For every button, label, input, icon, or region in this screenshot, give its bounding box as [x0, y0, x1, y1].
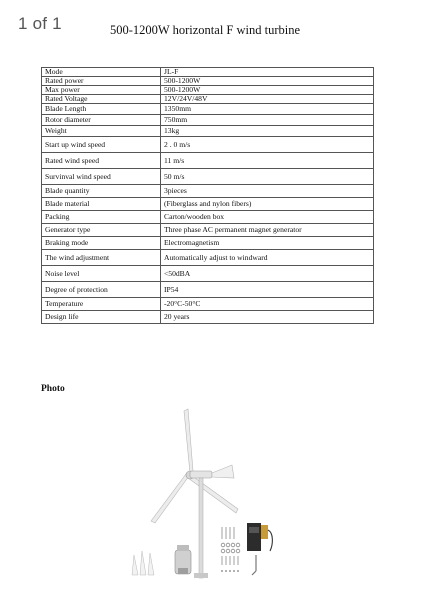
spec-value: <50dBA	[161, 266, 374, 282]
spec-value: 11 m/s	[161, 153, 374, 169]
table-row	[42, 68, 374, 77]
spec-key: Blade material	[42, 198, 161, 211]
table-row	[42, 198, 374, 211]
spec-key: Generator type	[42, 224, 161, 237]
spec-value: Three phase AC permanent magnet generator	[161, 224, 374, 237]
spec-value: Electromagnetism	[161, 237, 374, 250]
wrench-tool	[252, 555, 256, 575]
spec-value: 13kg	[161, 126, 374, 137]
table-row	[42, 104, 374, 115]
charge-controller	[247, 523, 272, 551]
table-row	[42, 250, 374, 266]
spec-value: 50 m/s	[161, 169, 374, 185]
table-row	[42, 137, 374, 153]
spec-value: 3pieces	[161, 185, 374, 198]
spec-value: 500-1200W	[161, 77, 374, 86]
turbine-tail	[212, 465, 234, 478]
page-indicator: 1 of 1	[18, 14, 62, 33]
spec-value: 2 . 0 m/s	[161, 137, 374, 153]
table-row	[42, 298, 374, 311]
turbine-nacelle	[190, 471, 212, 478]
spec-value: Automatically adjust to windward	[161, 250, 374, 266]
table-row	[42, 266, 374, 282]
spare-blades	[132, 551, 154, 575]
table-row	[42, 211, 374, 224]
spec-value: 12V/24V/48V	[161, 95, 374, 104]
spec-key: Packing	[42, 211, 161, 224]
spec-value: IP54	[161, 282, 374, 298]
spec-key: Braking mode	[42, 237, 161, 250]
photo-label: Photo	[41, 384, 65, 394]
washers	[221, 570, 239, 572]
spec-key: Blade Length	[42, 104, 161, 115]
table-row	[42, 77, 374, 86]
document-title: 500-1200W horizontal F wind turbine	[110, 23, 301, 37]
table-row	[42, 86, 374, 95]
table-row	[42, 311, 374, 324]
hardware-kit	[221, 527, 240, 565]
table-row	[42, 153, 374, 169]
spec-value: (Fiberglass and nylon fibers)	[161, 198, 374, 211]
spec-key: Mode	[42, 68, 161, 77]
spec-value: 20 years	[161, 311, 374, 324]
spec-key: Degree of protection	[42, 282, 161, 298]
spec-key: Temperature	[42, 298, 161, 311]
table-row	[42, 237, 374, 250]
table-row	[42, 224, 374, 237]
spec-value: -20°C-50°C	[161, 298, 374, 311]
spec-key: Rated power	[42, 77, 161, 86]
turbine-base	[194, 573, 208, 578]
spec-key: Rotor diameter	[42, 115, 161, 126]
spec-key: Design life	[42, 311, 161, 324]
spec-key: Rated wind speed	[42, 153, 161, 169]
table-row	[42, 282, 374, 298]
generator	[175, 545, 191, 574]
spec-value: 1350mm	[161, 104, 374, 115]
table-row	[42, 115, 374, 126]
table-row	[42, 95, 374, 104]
spec-key: Blade quantity	[42, 185, 161, 198]
spec-key: The wind adjustment	[42, 250, 161, 266]
spec-value: 500-1200W	[161, 86, 374, 95]
spec-key: Weight	[42, 126, 161, 137]
spec-value: JL-F	[161, 68, 374, 77]
turbine-rotor	[151, 409, 238, 523]
turbine-tower	[199, 478, 203, 578]
spec-key: Noise level	[42, 266, 161, 282]
spec-table	[41, 67, 374, 324]
spec-key: Max power	[42, 86, 161, 95]
spec-value: Carton/wooden box	[161, 211, 374, 224]
wind-turbine-photo	[120, 405, 295, 585]
table-row	[42, 185, 374, 198]
spec-key: Start up wind speed	[42, 137, 161, 153]
spec-value: 750mm	[161, 115, 374, 126]
spec-key: Rated Voltage	[42, 95, 161, 104]
spec-key: Survinval wind speed	[42, 169, 161, 185]
table-row	[42, 126, 374, 137]
table-row	[42, 169, 374, 185]
